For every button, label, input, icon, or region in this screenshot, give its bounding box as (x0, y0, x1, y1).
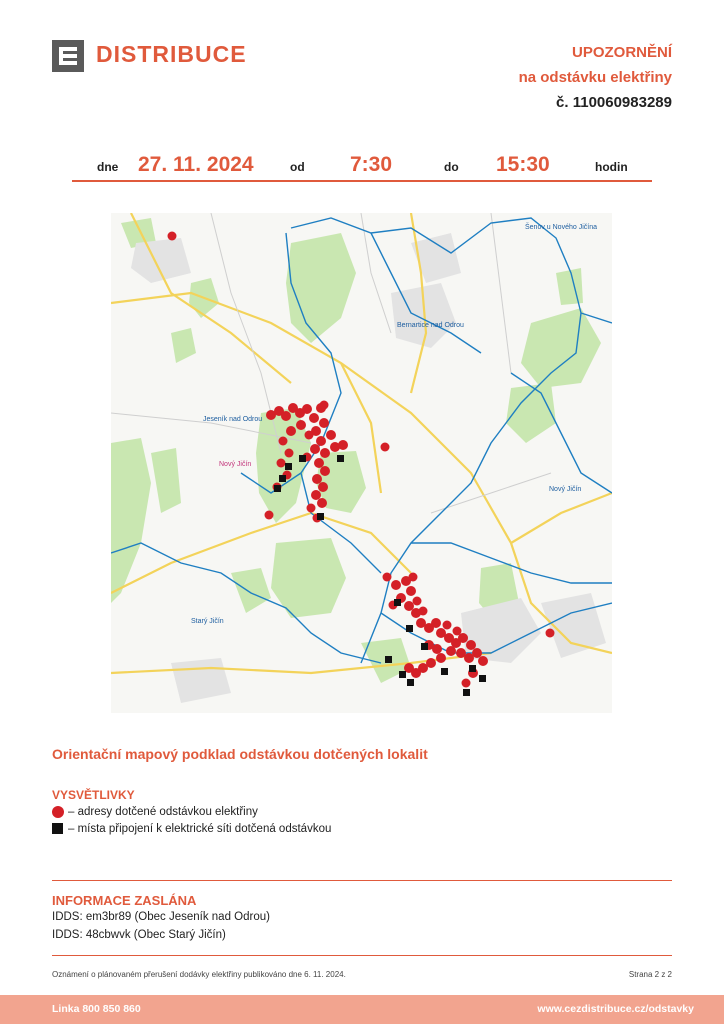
hours-label: hodin (595, 160, 628, 174)
page-number: Strana 2 z 2 (628, 970, 672, 979)
idds-stary-jicin: IDDS: 48cbwvk (Obec Starý Jičín) (52, 929, 226, 941)
divider (52, 955, 672, 956)
footer-bar (0, 995, 724, 1024)
legend-addresses (52, 806, 258, 818)
notice-title: UPOZORNĚNÍ (571, 44, 672, 61)
label-senov: Šenov u Nového Jičína (525, 224, 597, 231)
to-label: do (444, 160, 459, 174)
label-novy-jicin-pink: Nový Jičín (219, 461, 252, 468)
info-title: INFORMACE ZASLÁNA (52, 893, 197, 908)
publication-note: Oznámení o plánovaném přerušení dodávky elektřiny publikováno dne 6. 11. 2024. (52, 970, 346, 979)
day-label: dne (97, 160, 119, 174)
outage-date: 27. 11. 2024 (138, 153, 254, 176)
black-square-icon (52, 823, 63, 834)
legend-connections (52, 823, 331, 835)
brand-name: DISTRIBUCE (96, 41, 247, 67)
legend-title: VYSVĚTLIVKY (52, 788, 135, 802)
label-novy-jicin: Nový Jičín (549, 486, 582, 493)
from-label: od (290, 160, 305, 174)
notice-number: č. 110060983289 (556, 94, 672, 111)
map-canvas (111, 213, 612, 713)
label-stary-jicin: Starý Jičín (191, 618, 224, 625)
outage-map (111, 213, 612, 713)
hotline: Linka 800 850 860 (52, 1003, 141, 1015)
website-link[interactable]: www.cezdistribuce.cz/odstavky (537, 1003, 694, 1015)
time-from: 7:30 (350, 153, 393, 176)
idds-jesenik: IDDS: em3br89 (Obec Jeseník nad Odrou) (52, 911, 270, 923)
legend-addresses-text: – adresy dotčené odstávkou elektřiny (68, 806, 258, 819)
label-bernartice: Bernartice nad Odrou (397, 322, 464, 329)
notice-header (519, 40, 672, 115)
red-dot-icon (52, 806, 64, 818)
map-caption: Orientační mapový podklad odstávkou dotčených lokalit (52, 746, 428, 762)
legend-connections-text: – místa připojení k elektrické síti dotčená odstávkou (68, 823, 332, 835)
notice-subtitle: na odstávku elektřiny (518, 69, 672, 86)
divider (52, 880, 672, 881)
schedule-row (72, 148, 652, 182)
label-jesenik: Jeseník nad Odrou (203, 416, 263, 423)
time-to: 15:30 (496, 153, 550, 176)
cez-logo-icon (52, 40, 84, 72)
